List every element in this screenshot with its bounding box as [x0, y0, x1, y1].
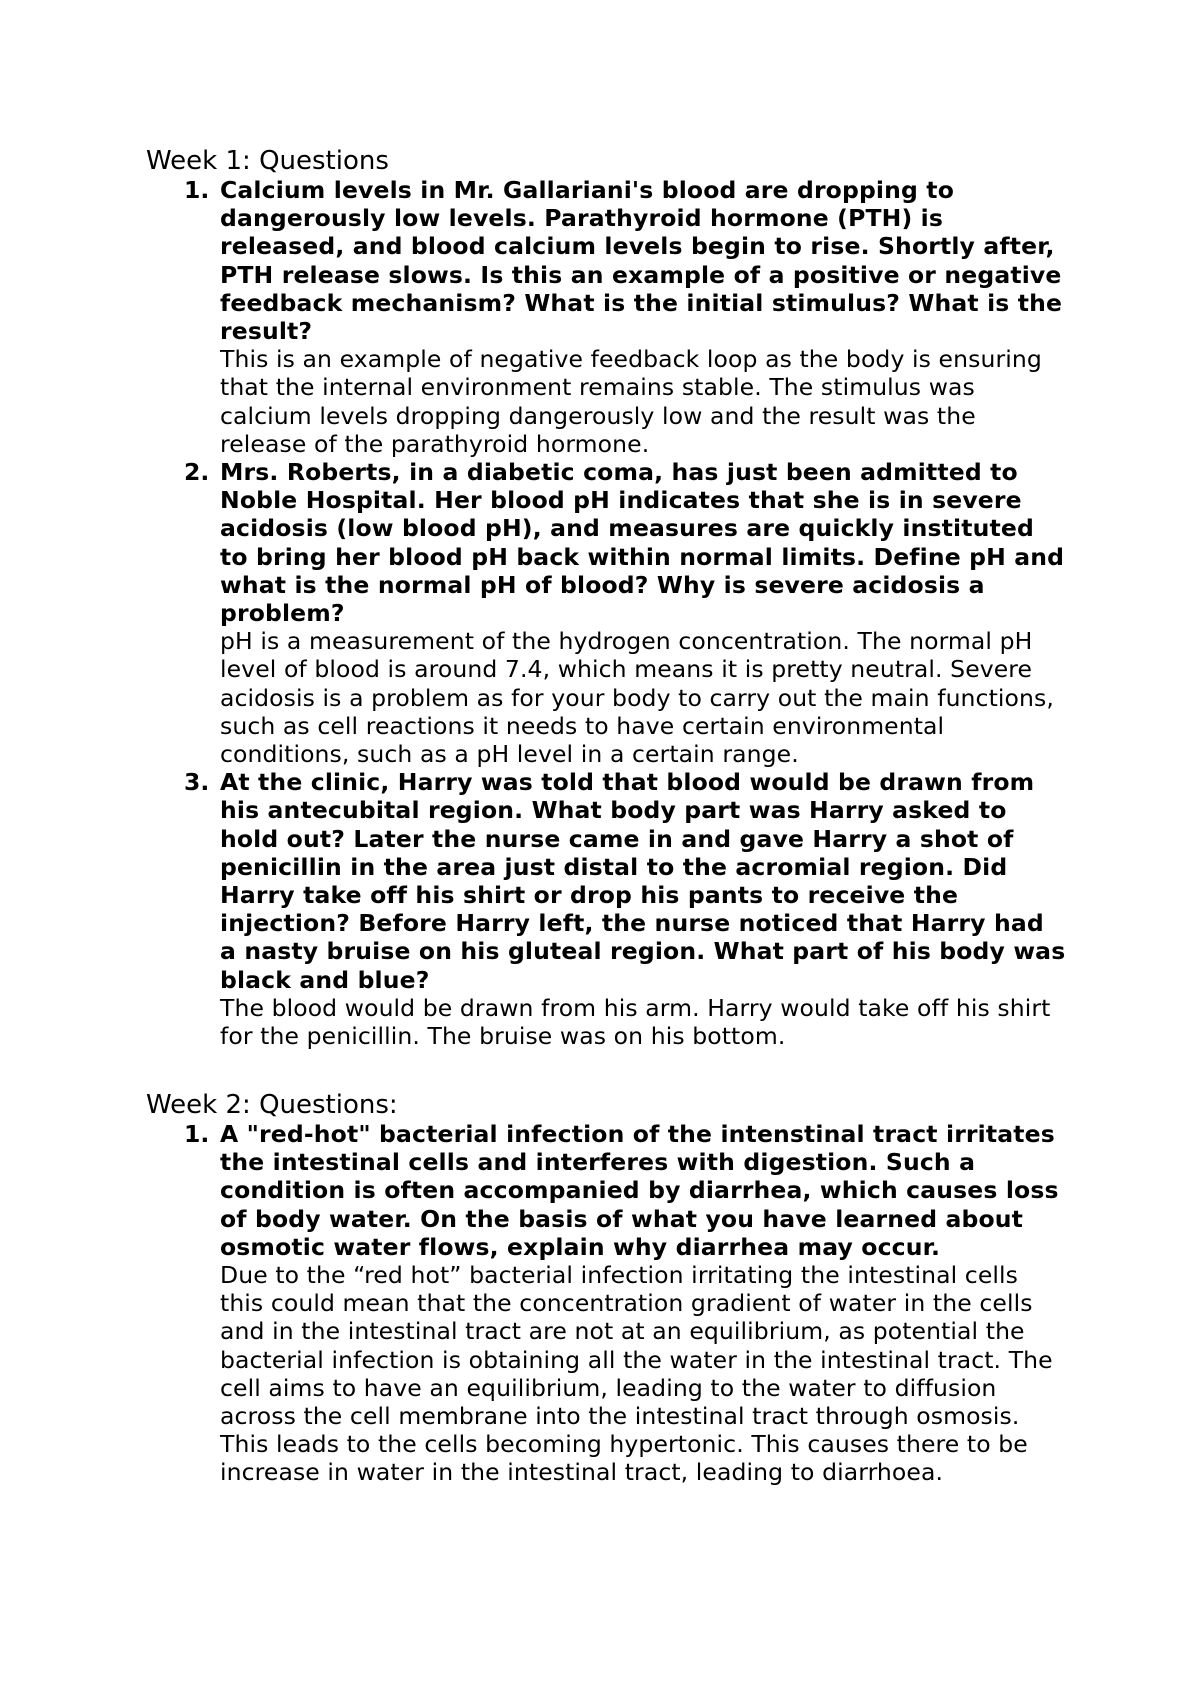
week-1-question-list — [146, 176, 1066, 1050]
document-body — [146, 146, 1066, 1487]
answer-text: The blood would be drawn from his arm. Harry would take off his shirt for the penicillin. The bruise was on his bottom. — [220, 993, 1051, 1051]
answer-text: Due to the “red hot” bacterial infection irritating the intestinal cells this could mean that the concentration gradient of water in the cells and in the intestinal tract are not at an equilibrium, as potential the bacterial infection is obtaining all the water in the intestinal tract. The cell aims to have an equilibrium, leading to the water to diffusion across the cell membrane into the intestinal tract through osmosis. This leads to the cells becoming hypertonic. This causes there to be increase in water in the intestinal tract, leading to diarrhoea. — [220, 1261, 1053, 1487]
list-item — [146, 768, 1066, 1050]
week-2-question-list — [146, 1120, 1066, 1487]
question-text: Mrs. Roberts, in a diabetic coma, has just been admitted to Noble Hospital. Her blood pH indicates that she is in severe acidosis (low blood pH), and measures are quickly instituted to bring her blood pH back within normal limits. Define pH and what is the normal pH of blood? Why is severe acidosis a problem? — [220, 458, 1065, 628]
list-item — [146, 1120, 1066, 1487]
week-2-section — [146, 1090, 1066, 1487]
question-number: 1. — [184, 1120, 210, 1148]
week-1-section — [146, 146, 1066, 1050]
question-number: 1. — [184, 176, 210, 204]
week-2-heading: Week 2: Questions: — [146, 1090, 398, 1120]
question-text: At the clinic, Harry was told that blood would be drawn from his antecubital region. What body part was Harry asked to hold out? Later the nurse came in and gave Harry a shot of penicillin in the area just distal to the acromial region. Did Harry take off his shirt or drop his pants to receive the injection? Before Harry left, the nurse noticed that Harry had a nasty bruise on his gluteal region. What part of his body was black and blue? — [220, 768, 1066, 994]
week-1-heading: Week 1: Questions — [146, 146, 389, 176]
question-number: 3. — [184, 768, 210, 797]
list-item — [146, 176, 1066, 458]
question-text: Calcium levels in Mr. Gallariani's blood are dropping to dangerously low levels. Parathyroid hormone (PTH) is released, and blood calcium levels begin to rise. Shortly after, PTH release slows. Is this an example of a positive or negative feedback mechanism? What is the initial stimulus? What is the result? — [220, 176, 1063, 346]
question-number: 2. — [184, 458, 210, 487]
answer-text: This is an example of negative feedback loop as the body is ensuring that the internal environment remains stable. The stimulus was calcium levels dropping dangerously low and the result was the release of the parathyroid hormone. — [220, 345, 1042, 458]
answer-text: pH is a measurement of the hydrogen concentration. The normal pH level of blood is around 7.4, which means it is pretty neutral. Severe acidosis is a problem as for your body to carry out the main functions, such as cell reactions it needs to have certain environmental conditions, such as a pH level in a certain range. — [220, 627, 1054, 769]
list-item — [146, 458, 1066, 768]
question-text: A "red-hot" bacterial infection of the intenstinal tract irritates the intestinal cells and interferes with digestion. Such a condition is often accompanied by diarrhea, which causes loss of body water. On the basis of what you have learned about osmotic water flows, explain why diarrhea may occur. — [220, 1120, 1059, 1261]
